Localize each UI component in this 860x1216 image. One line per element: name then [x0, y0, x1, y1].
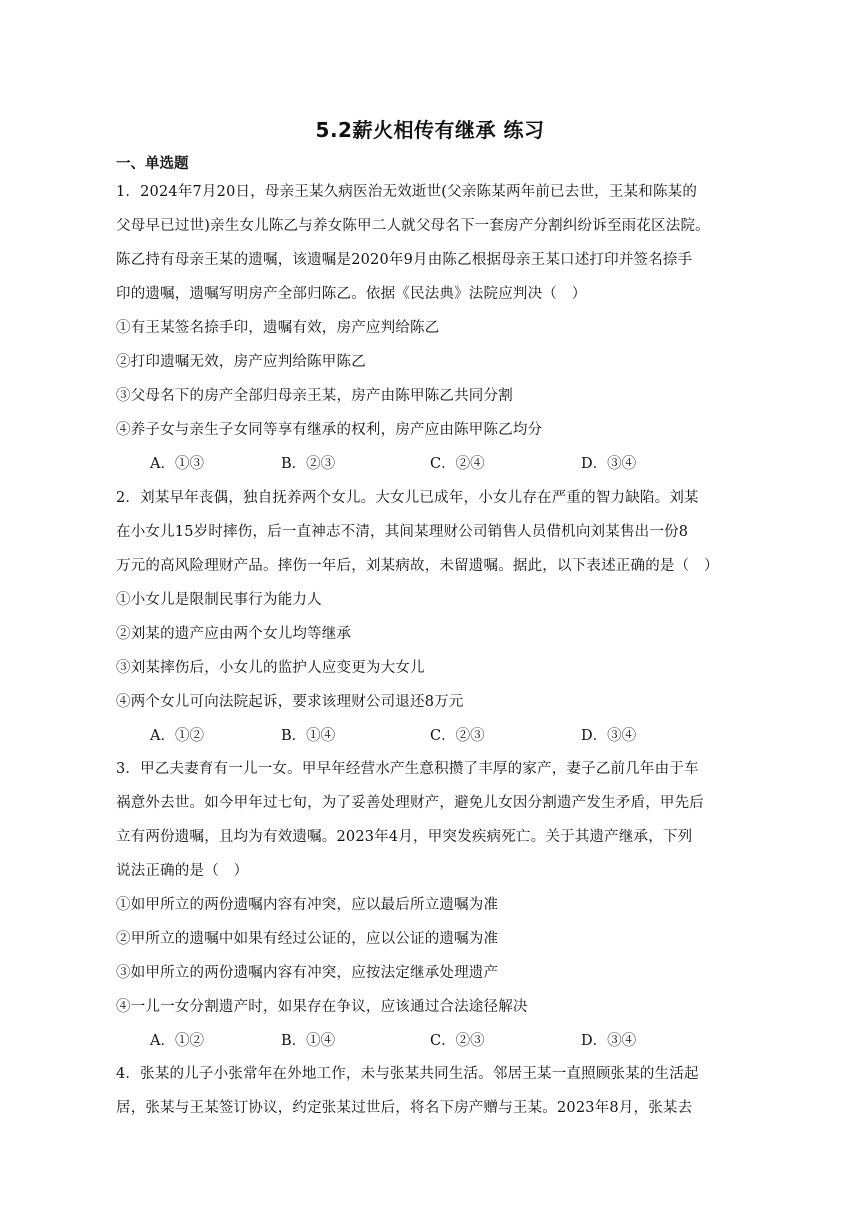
q3-stem-line: 祸意外去世。如今甲年过七旬，为了妥善处理财产，避免儿女因分割遗产发生矛盾，甲先后 [116, 795, 704, 811]
section-heading: 一、单选题 [116, 156, 189, 172]
q2-option-c[interactable]: C．②③ [430, 728, 485, 744]
q3-statement-2: ②甲所立的遗嘱中如果有经过公证的，应以公证的遗嘱为准 [116, 931, 499, 947]
q1-option-b[interactable]: B．②③ [281, 456, 336, 472]
q3-stem-line: 说法正确的是（ ） [116, 863, 249, 879]
q1-option-a[interactable]: A．①③ [150, 456, 204, 472]
q1-statement-3: ③父母名下的房产全部归母亲王某，房产由陈甲陈乙共同分割 [116, 388, 513, 404]
q4-stem-line: 居，张某与王某签订协议，约定张某过世后，将名下房产赠与王某。2023年8月，张某去 [116, 1100, 693, 1116]
q2-stem-line: 在小女儿15岁时摔伤，后一直神志不清，其间某理财公司销售人员借机向刘某售出一份8 [116, 524, 689, 540]
q2-statement-4: ④两个女儿可向法院起诉，要求该理财公司退还8万元 [116, 694, 464, 710]
q2-stem-line: 万元的高风险理财产品。摔伤一年后，刘某病故，未留遗嘱。据此，以下表述正确的是（ ） [116, 558, 719, 574]
q2-option-a[interactable]: A．①② [150, 728, 204, 744]
q1-option-c[interactable]: C．②④ [430, 456, 485, 472]
q3-option-c[interactable]: C．②③ [430, 1033, 485, 1049]
q1-statement-2: ②打印遗嘱无效，房产应判给陈甲陈乙 [116, 354, 366, 370]
q1-statement-4: ④养子女与亲生子女同等享有继承的权利，房产应由陈甲陈乙均分 [116, 422, 543, 438]
q2-statement-2: ②刘某的遗产应由两个女儿均等继承 [116, 626, 352, 642]
q1-stem-line: 1．2024年7月20日，母亲王某久病医治无效逝世(父亲陈某两年前已去世，王某和陈某的 [116, 184, 698, 200]
q1-statement-1: ①有王某签名捺手印，遗嘱有效，房产应判给陈乙 [116, 320, 440, 336]
q3-stem-line: 立有两份遗嘱，且均为有效遗嘱。2023年4月，甲突发疾病死亡。关于其遗产继承，下列 [116, 829, 693, 845]
q1-stem-line: 印的遗嘱，遗嘱写明房产全部归陈乙。依据《民法典》法院应判决（ ） [116, 286, 587, 302]
q4-stem-line: 4．张某的儿子小张常年在外地工作，未与张某共同生活。邻居王某一直照顾张某的生活起 [116, 1066, 699, 1082]
q2-option-b[interactable]: B．①④ [281, 728, 336, 744]
q1-option-d[interactable]: D．③④ [581, 456, 637, 472]
q2-stem-line: 2．刘某早年丧偶，独自抚养两个女儿。大女儿已成年，小女儿存在严重的智力缺陷。刘某 [116, 490, 699, 506]
q3-statement-4: ④一儿一女分割遗产时，如果存在争议，应该通过合法途径解决 [116, 999, 528, 1015]
q3-statement-3: ③如甲所立的两份遗嘱内容有冲突，应按法定继承处理遗产 [116, 965, 499, 981]
q1-stem-line: 陈乙持有母亲王某的遗嘱，该遗嘱是2020年9月由陈乙根据母亲王某口述打印并签名捺手 [116, 252, 693, 268]
q1-stem-line: 父母早已过世)亲生女儿陈乙与养女陈甲二人就父母名下一套房产分割纠纷诉至雨花区法院。 [116, 218, 710, 234]
q3-option-b[interactable]: B．①④ [281, 1033, 336, 1049]
q2-statement-3: ③刘某摔伤后，小女儿的监护人应变更为大女儿 [116, 660, 425, 676]
page-title: 5.2薪火相传有继承 练习 [315, 118, 545, 142]
q3-option-a[interactable]: A．①② [150, 1033, 204, 1049]
q2-option-d[interactable]: D．③④ [581, 728, 637, 744]
q3-option-d[interactable]: D．③④ [581, 1033, 637, 1049]
q2-statement-1: ①小女儿是限制民事行为能力人 [116, 592, 322, 608]
q3-statement-1: ①如甲所立的两份遗嘱内容有冲突，应以最后所立遗嘱为准 [116, 897, 499, 913]
q3-stem-line: 3．甲乙夫妻育有一儿一女。甲早年经营水产生意积攒了丰厚的家产，妻子乙前几年由于车 [116, 761, 699, 777]
